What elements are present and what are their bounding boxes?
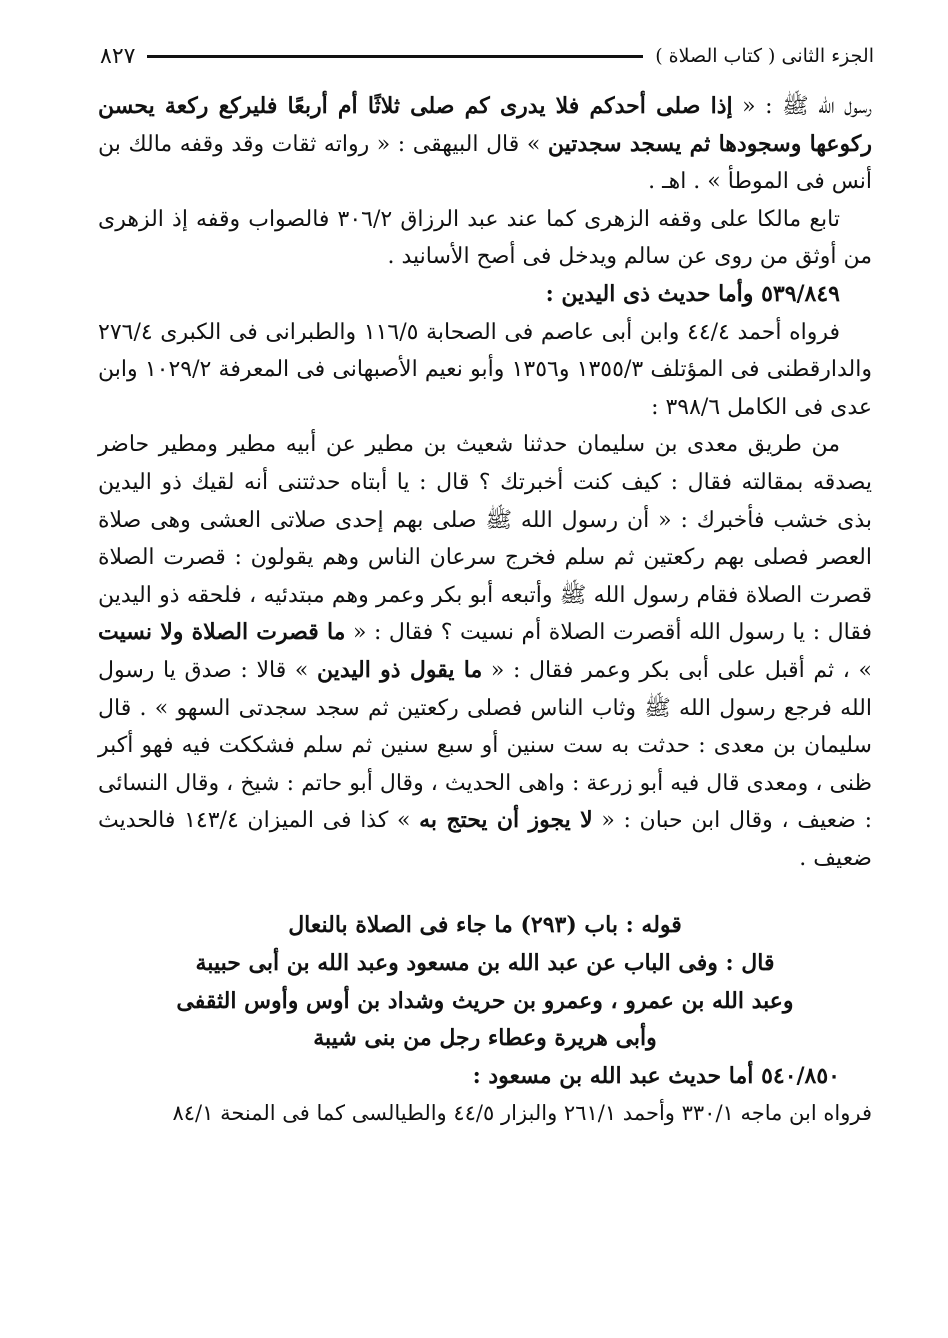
section-spacer — [98, 877, 872, 907]
quote-bold: لا يجوز أن يحتج به — [419, 807, 593, 834]
chapter-line: وعبد الله بن عمرو ، وعمرو بن حريث وشداد بن أوس وأوس الثقفى — [176, 987, 794, 1014]
chapter-title: قوله : باب (٢٩٣) ما جاء فى الصلاة بالنعال — [288, 912, 682, 939]
paragraph-zuhri-note: تابع مالكا على وقفه الزهرى كما عند عبد الرزاق ٣٠٦/٢ فالصواب وقفه إذ الزهرى من أوثق من روى عن سالم ويدخل فى أصح الأسانيد . — [98, 206, 872, 270]
section-heading-ibn-masud: ٥٤٠/٨٥٠ أما حديث عبد الله بن مسعود : — [472, 1062, 840, 1089]
page-header — [100, 36, 874, 76]
text-segment: » ، ثم أقبل على أبى بكر وعمر فقال : « — [482, 657, 872, 683]
chapter-block — [98, 907, 872, 1057]
chapter-line: قال : وفى الباب عن عبد الله بن مسعود وعبد الله بن أبى حبيبة — [195, 950, 775, 977]
quote-bold: ما قصرت الصلاة ولا نسيت — [98, 619, 346, 646]
running-title: الجزء الثانى ( كتاب الصلاة ) — [655, 45, 874, 67]
hadith-text: إذا صلى أحدكم فلا يدرى كم صلى ثلاثًا أم أربعًا فليركع ركعة يحسن ركوعها وسجودها ثم يسجد سجدتين — [98, 93, 872, 157]
paragraph-hadith-continuation — [98, 88, 872, 201]
header-rule — [147, 55, 643, 58]
page-number: ٨٢٧ — [100, 43, 136, 69]
section-heading-dhul-yadayn: ٥٣٩/٨٤٩ وأما حديث ذى اليدين : — [545, 280, 840, 307]
page-body — [98, 88, 872, 1133]
paragraph-isnad — [98, 426, 872, 877]
chapter-line: وأبى هريرة وعطاء رجل من بنى شيبة — [313, 1025, 657, 1052]
text-segment: من طريق معدى بن سليمان حدثنا شعيث بن مطير عن أبيه مطير ومطير حاضر يصدقه بمقالته فقال : كيف كنت أخبرتك ؟ قال : يا أبتاه حدثتنى أنه لقيك ذو اليدين بذى خشب فأخبرك : « أن رسول الله ﷺ صلى بهم إحدى صلاتى العشى وهى صلاة العصر فصلى بهم ركعتين ثم سلم فخرج سرعان الناس وهم يقولون : قصرت الصلاة قصرت الصلاة فقام رسول الله ﷺ وأتبعه أبو بكر وعمر وهم مبتدئيه ، فلحقه ذو اليدين فقال : يا رسول الله أقصرت الصلاة أم نسيت ؟ فقال : « — [98, 432, 872, 646]
text-segment: » قالا : صدق يا رسول الله فرجع رسول الله ﷺ وثاب الناس فصلى ركعتين ثم سجد سجدتى السهو » . قال سليمان بن معدى : حدثت به ست سنين أو سبع سنين ثم سلم فشككت فيه فهو أكبر ظنى ، ومعدى قال فيه أبو زرعة : واهى الحديث ، وقال أبو حاتم : شيخ ، وقال النسائى : ضعيف ، وقال ابن حبان : « — [98, 657, 872, 834]
paragraph-sources-ibn-masud: فرواه ابن ماجه ٣٣٠/١ وأحمد ٢٦١/١ والبزار ٤٤/٥ والطيالسى كما فى المنحة ٨٤/١ — [172, 1101, 872, 1126]
paragraph-sources: فرواه أحمد ٤٤/٤ وابن أبى عاصم فى الصحابة ١١٦/٥ والطبرانى فى الكبرى ٢٧٦/٤ والدارقطنى فى المؤتلف ١٣٥٥/٣ و١٣٥٦ وأبو نعيم الأصبهانى فى المعرفة ١٠٢٩/٢ وابن عدى فى الكامل ٣٩٨/٦ : — [98, 319, 872, 420]
text-segment: رسول الله ﷺ : « — [732, 94, 872, 119]
text-segment: » كذا فى الميزان ١٤٣/٤ فالحديث ضعيف . — [98, 808, 872, 871]
text-segment: » قال البيهقى : « رواته ثقات وقد وقفه مالك بن أنس فى الموطأ » . اهـ . — [98, 131, 872, 195]
quote-bold: ما يقول ذو اليدين — [316, 656, 483, 683]
